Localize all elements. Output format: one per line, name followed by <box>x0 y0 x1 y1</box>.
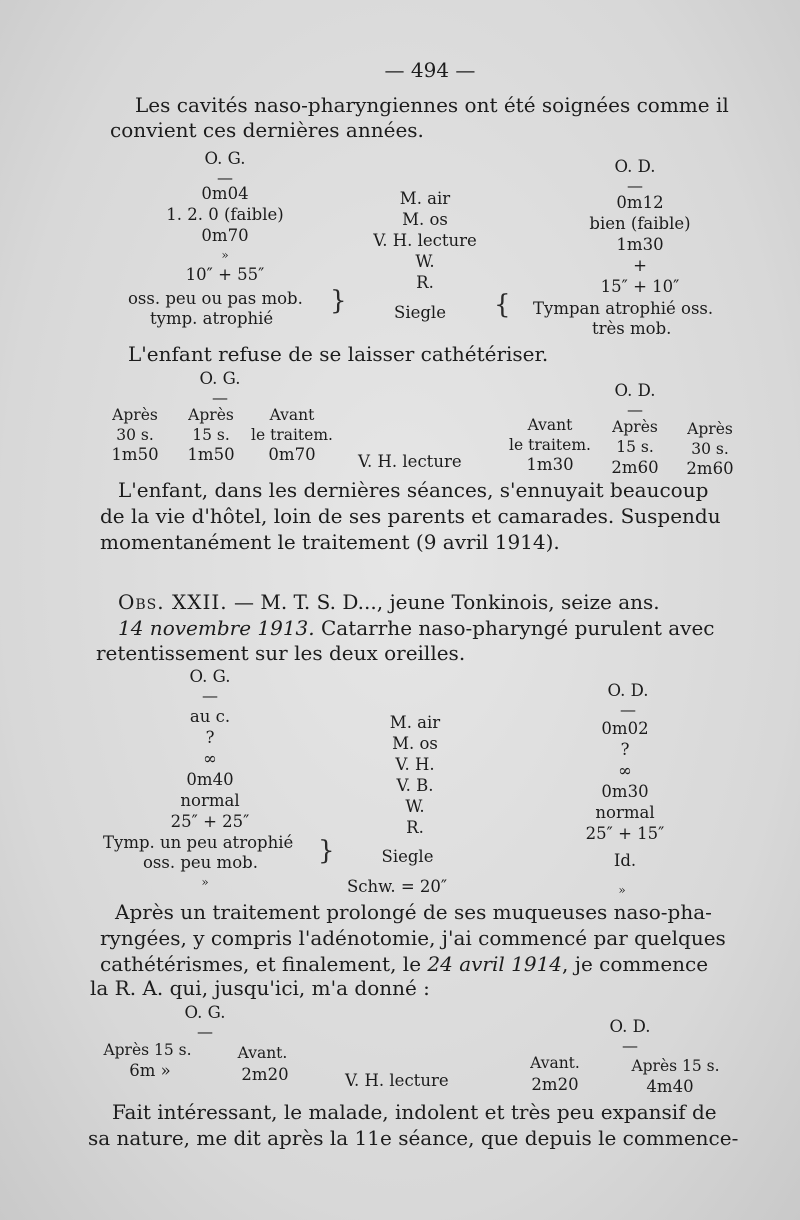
table-4-right-header: Avant. <box>530 1054 580 1072</box>
brace-icon: } <box>318 836 335 866</box>
table-3-middle-cell: V. H. <box>395 755 435 774</box>
observation-line-2 <box>118 616 714 641</box>
paragraph-4-line-4: la R. A. qui, jusqu'ici, m'a donné : <box>90 976 430 1000</box>
observation-subject: — M. T. S. D..., jeune Tonkinois, seize ans. <box>227 590 660 614</box>
table-1-right-cell: bien (faible) <box>589 214 691 233</box>
table-2-od-header: O. D. <box>614 381 656 400</box>
table-4-left-value: 6m » <box>129 1061 171 1080</box>
observation-heading <box>118 590 660 615</box>
table-3-left-cell: ∞ <box>203 749 217 768</box>
table-2-left-header <box>242 405 342 445</box>
table-3-middle-cell: W. <box>405 797 425 816</box>
header-line: Après <box>687 420 733 438</box>
table-1-left-cell: oss. peu ou pas mob. <box>128 289 303 308</box>
table-2-od-rule: — <box>627 400 643 419</box>
table-1-middle-cell: Siegle <box>394 303 446 322</box>
paragraph-1-line-2: convient ces dernières années. <box>110 118 424 142</box>
table-3-right-cell: Id. <box>613 851 637 870</box>
table-4-og-rule: — <box>197 1022 213 1041</box>
table-1-right-cell: Tympan atrophié oss. <box>533 299 714 318</box>
table-3-og-header: O. G. <box>189 667 231 686</box>
table-3-middle-cell: V. B. <box>396 776 434 795</box>
table-2-left-header <box>176 405 246 445</box>
table-2-og-rule: — <box>212 388 228 407</box>
table-3-right-cell: ? <box>620 740 630 759</box>
table-3-od-rule: — <box>620 700 636 719</box>
table-3-right-cell: 0m30 <box>601 782 649 801</box>
table-3-left-cell: au c. <box>189 707 231 726</box>
table-2-left-header <box>100 405 170 445</box>
table-3-left-cell: ? <box>205 728 215 747</box>
table-3-left-cell: oss. peu mob. <box>143 853 258 872</box>
paragraph-3-line-3: momentanément le traitement (9 avril 1914). <box>100 530 560 554</box>
table-3-right-cell: 0m02 <box>601 719 649 738</box>
table-1-middle-cell: W. <box>415 252 435 271</box>
paragraph-3-line-2: de la vie d'hôtel, loin de ses parents et camarades. Suspendu <box>100 504 721 528</box>
table-4-middle: V. H. lecture <box>345 1071 449 1090</box>
header-line: 30 s. <box>691 440 729 458</box>
table-1-middle-cell: V. H. lecture <box>373 231 477 250</box>
table-3-right-col <box>555 718 695 844</box>
table-3-middle-cell: M. os <box>392 734 438 753</box>
table-2-right-header <box>600 417 670 457</box>
page-number: — 494 — <box>384 58 476 82</box>
brace-icon: { <box>494 290 511 320</box>
table-2-right-value: 1m30 <box>526 455 574 474</box>
table-2-right-header <box>500 415 600 455</box>
table-3-middle-cell: M. air <box>389 713 441 732</box>
table-1-od-header: O. D. <box>614 157 656 176</box>
header-line: le traitem. <box>251 426 333 444</box>
header-line: 30 s. <box>116 426 154 444</box>
table-2-left-value: 1m50 <box>187 445 235 464</box>
table-3-od-header: O. D. <box>607 681 649 700</box>
table-2-right-header <box>675 419 745 459</box>
table-3-middle-col <box>365 712 465 838</box>
table-4-right-value: 4m40 <box>646 1077 694 1096</box>
table-3-left-cell: Tymp. un peu atrophié <box>103 833 294 852</box>
table-1-left-cell: » <box>221 248 229 262</box>
observation-label: Obs. XXII. <box>118 590 228 614</box>
table-2-right-value: 2m60 <box>686 459 734 478</box>
table-1-right-cell: 15″ + 10″ <box>600 277 680 296</box>
table-1-left-cell: 10″ + 55″ <box>185 265 265 284</box>
table-3-middle-cell: R. <box>406 818 424 837</box>
observation-line-3: retentissement sur les deux oreilles. <box>96 641 466 665</box>
table-2-left-value: 0m70 <box>268 445 316 464</box>
header-line: 15 s. <box>616 438 654 456</box>
table-1-middle-cell: R. <box>416 273 434 292</box>
paragraph-3-line-1: L'enfant, dans les dernières séances, s'ennuyait beaucoup <box>118 478 709 502</box>
table-1-og-header: O. G. <box>204 149 246 168</box>
table-1-right-cell: + <box>633 256 647 275</box>
table-4-od-rule: — <box>622 1036 638 1055</box>
table-1-left-col <box>120 183 330 285</box>
paragraph-4-line-1: Après un traitement prolongé de ses muqueuses naso-pha- <box>115 900 712 924</box>
header-line: Avant <box>527 416 573 434</box>
table-2-right-value: 2m60 <box>611 458 659 477</box>
table-2-left-value: 1m50 <box>111 445 159 464</box>
table-1-middle-cell: M. os <box>402 210 448 229</box>
header-line: Après <box>612 418 658 436</box>
table-1-left-cell: 0m70 <box>201 226 249 245</box>
paragraph-1-line-1: Les cavités naso-pharyngiennes ont été soignées comme il <box>135 93 729 117</box>
table-1-right-cell: 0m12 <box>616 193 664 212</box>
observation-diagnosis: Catarrhe naso-pharyngé purulent avec <box>314 616 715 640</box>
table-1-left-cell: tymp. atrophié <box>150 309 274 328</box>
table-1-left-cell: 1. 2. 0 (faible) <box>166 205 284 224</box>
paragraph-5-line-2: sa nature, me dit après la 11e séance, que depuis le commence- <box>88 1126 739 1150</box>
table-4-og-header: O. G. <box>184 1003 226 1022</box>
table-4-od-header: O. D. <box>609 1017 651 1036</box>
table-1-middle-cell: M. air <box>399 189 451 208</box>
table-1-right-cell: très mob. <box>592 319 672 338</box>
table-1-right-col <box>560 192 720 297</box>
paragraph-5-line-1: Fait intéressant, le malade, indolent et très peu expansif de <box>112 1100 717 1124</box>
table-3-left-col <box>130 706 290 832</box>
treatment-date: 24 avril 1914 <box>427 952 563 976</box>
table-3-left-cell: 0m40 <box>186 770 234 789</box>
paragraph-4-line-2: ryngées, y compris l'adénotomie, j'ai commencé par quelques <box>100 926 726 950</box>
header-line: le traitem. <box>509 436 591 454</box>
header-line: Après <box>188 406 234 424</box>
table-3-middle-cell: Schw. = 20″ <box>347 877 448 896</box>
table-4-right-header: Après 15 s. <box>631 1057 720 1075</box>
table-4-left-header: Après 15 s. <box>103 1041 192 1059</box>
paragraph-4-line-3 <box>100 952 708 977</box>
table-3-left-cell: 25″ + 25″ <box>170 812 250 831</box>
paragraph-2: L'enfant refuse de se laisser cathétériser. <box>128 342 549 366</box>
brace-icon: } <box>330 286 347 316</box>
table-3-middle-cell: Siegle <box>381 847 434 866</box>
table-3-og-rule: — <box>202 686 218 705</box>
table-3-right-cell: ∞ <box>618 761 632 780</box>
table-1-og-rule: — <box>217 168 233 187</box>
table-4-left-value: 2m20 <box>241 1065 289 1084</box>
paragraph-4-line-3-end: , je commence <box>562 952 709 976</box>
table-1-middle-col <box>360 188 490 293</box>
table-2-og-header: O. G. <box>199 369 241 388</box>
table-3-right-cell: normal <box>595 803 655 822</box>
table-3-right-cell: 25″ + 15″ <box>585 824 665 843</box>
header-line: Après <box>112 406 158 424</box>
table-2-middle: V. H. lecture <box>358 452 462 471</box>
table-3-left-cell: » <box>201 875 209 889</box>
table-4-left-header: Avant. <box>237 1044 288 1062</box>
table-1-left-cell: 0m04 <box>201 184 249 203</box>
table-1-od-rule: — <box>627 176 643 195</box>
header-line: 15 s. <box>192 426 230 444</box>
table-1-right-cell: 1m30 <box>616 235 664 254</box>
table-4-right-value: 2m20 <box>531 1075 579 1094</box>
paragraph-4-line-3-start: cathétérismes, et finalement, le <box>100 952 428 976</box>
table-3-left-cell: normal <box>180 791 240 810</box>
observation-date: 14 novembre 1913. <box>118 616 315 640</box>
header-line: Avant <box>269 406 315 424</box>
table-3-right-cell: » <box>618 883 626 897</box>
